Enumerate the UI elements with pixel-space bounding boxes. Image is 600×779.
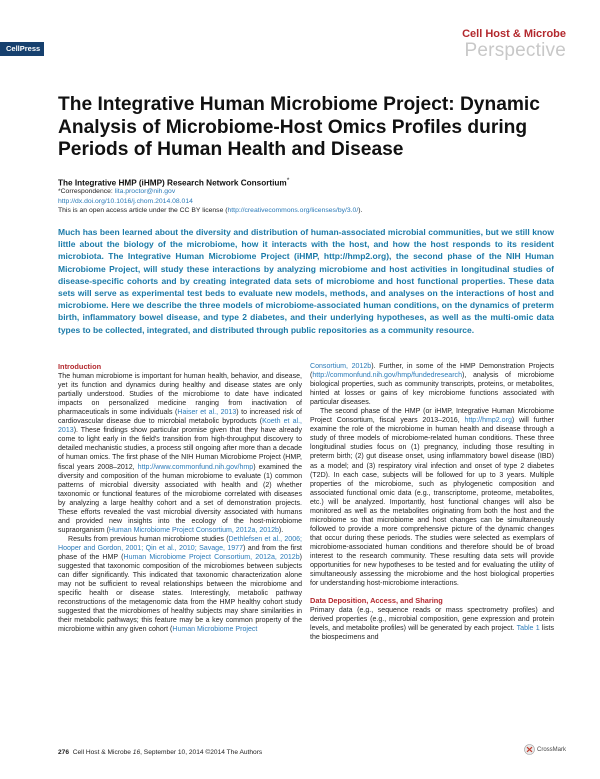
text-run: Primary data (e.g., sequence reads or mass spectrometry profiles) and derived properties (e.g., microbial composition, gene expression and protein levels, and metabolite profiles) will be generated by each project. — [310, 607, 554, 633]
page-number: 276 — [58, 749, 70, 756]
citation-link[interactable]: Koeth et al., 2013 — [58, 418, 303, 435]
footer-journal: Cell Host & Microbe — [72, 749, 133, 756]
body-column-right — [310, 362, 554, 642]
crossmark-badge[interactable] — [524, 744, 566, 755]
citation-link[interactable]: Haiser et al., 2013 — [177, 409, 237, 417]
body-column-left — [58, 362, 302, 634]
text-run: The human microbiome is important for human health, behavior, and disease, yet its function and dynamics during healthy and disease states are only partially understood. Studies of the microbiome to date have indicated impacts on personalized medicine ranging from inactivation of pharmaceuticals in some individuals ( — [58, 373, 302, 417]
page-footer — [58, 749, 262, 756]
correspondence-label: *Correspondence: — [58, 188, 113, 195]
text-run: ). — [278, 526, 284, 534]
abstract-link[interactable]: http://hmp2.org — [323, 251, 387, 262]
text-run: ) will further examine the role of the microbiome in human health and disease through a study of three models of microbiome-related human conditions. These three longitudinal studies focus on (1) pregnancy, including those resulting in preterm birth; (2) gut disease onset, using inflammatory bowel disease (IBD) as a model; and (3) respiratory viral infection and onset of type 2 diabetes (T2D). In each case, subjects will be followed for up to 3 years. Multiple properties of the microbiome, such as phylogenetic composition and associated functional omic data (e.g., transcriptome, proteome, metabolites, etc.) will be analyzed. Importantly, host functional changes will also be monitored as well as the metabolites originating from both the host and the microbiome so that microbiome and host changes can be simultaneously followed to provide a more comprehensive picture of the dynamic changes that occur during these periods. The studies were selected as exemplars of microbiome-associated human conditions and therefore should be of broad interest to the research community. These resulting data sets will provide opportunities for new hypotheses to be tested and for evaluating the utility of simultaneously assessing the microbiome and the host biological properties for understanding host-microbiome interactions. — [310, 417, 554, 588]
article-metadata — [58, 187, 362, 216]
text-run: Results from previous human microbiome studies ( — [68, 535, 229, 543]
license-prefix: This is an open access article under the CC BY license ( — [58, 207, 228, 215]
data-paragraph-1 — [310, 606, 554, 642]
table-link[interactable]: Table 1 — [516, 625, 540, 633]
license-link[interactable]: http://creativecommons.org/licenses/by/3.0/ — [227, 207, 359, 215]
license-line — [58, 206, 362, 216]
correspondence-line — [58, 187, 362, 197]
text-run: lists the biospecimens and — [310, 625, 554, 642]
text-run: ) suggested that taxonomic composition of the microbiomes between subjects can differ significantly. This indicated that taxonomic characterization alone may not be sufficient to reveal relationships between the microbiome and specific health or disease states. Interestingly, metabolic pathway reconstructions of the metagenomic data from the HMP healthy cohort study suggested that the microbiomes of healthy subjects may share similarities in their metabolic pathways; this feature may be a key common property of the microbiome within any given cohort ( — [58, 553, 302, 634]
citation-link[interactable]: Human Microbiome Project Consortium, 2012a, 2012b — [108, 526, 279, 534]
text-run: ) to increased risk of cardiovascular disease due to microbial metabolic byproducts ( — [58, 409, 302, 426]
citation-link[interactable]: Human Microbiome Project — [172, 626, 258, 634]
text-run: ), analysis of microbiome biological properties, such as community transcripts, proteins, or metabolites, hinted at losses or gains of key microbiome functions associated with particular diseases. — [310, 372, 554, 407]
doi-line — [58, 197, 362, 207]
citation-link[interactable]: Dethlefsen et al., 2006; Hooper and Gordon, 2001; Qin et al., 2010; Savage, 1977 — [58, 535, 302, 552]
citation-link[interactable]: Consortium, 2012b — [310, 363, 372, 370]
text-run: ). Further, in some of the HMP Demonstration Projects ( — [310, 363, 555, 380]
article-type: Perspective — [464, 40, 566, 61]
funded-research-link[interactable]: http://commonfund.nih.gov/hmp/fundedresearch — [312, 372, 462, 380]
article-title: The Integrative Human Microbiome Project: Dynamic Analysis of Microbiome-Host Omics Profiles during Periods of Human Health and Disease — [58, 94, 540, 160]
data-deposition-heading: Data Deposition, Access, and Sharing — [310, 596, 443, 606]
license-suffix: ). — [358, 207, 363, 215]
introduction-heading: Introduction — [58, 362, 102, 371]
footer-date: , September 10, 2014 ©2014 The Authors — [140, 749, 263, 756]
intro-paragraph-3 — [310, 407, 554, 588]
intro-paragraph-2-continued — [310, 362, 554, 407]
crossmark-icon — [524, 744, 535, 755]
abstract — [58, 226, 554, 336]
text-run: ). These findings show particular promise given that they have already come to light early in the field’s transition from high-throughput discovery to detailed mechanistic studies, a process still ongoing after more than a decade of human omics. The first phase of the NIH Human Microbiome Project (HMP, fiscal years 2008–2012, — [58, 427, 302, 471]
text-run: ) examined the diversity and composition of the human microbiome to evaluate (1) common patterns of microbial diversity associated with health and (2) whether taxonomic or functional features of the microbiome correlated with diseases by analyzing a large healthy cohort and a set of demonstration projects. These efforts revealed the vast microbial diversity associated with humans and provided new insights into the ecology of the host-microbiome supraorganism ( — [58, 463, 303, 534]
abstract-part1: Much has been learned about the diversity and distribution of human-associated microbial communities, but we still know little about the biology of the microbiome, how it interacts with the host, and how the host responds to its resident microbiota. The Integrative Human Microbiome Project (iHMP, — [58, 227, 554, 262]
journal-name: Cell Host & Microbe — [462, 28, 566, 40]
hmp2-link[interactable]: http://hmp2.org — [464, 417, 512, 425]
crossmark-label: CrossMark — [536, 746, 566, 753]
text-run: The second phase of the HMP (or iHMP, Integrative Human Microbiome Project Consortium, fiscal years 2013–2016, — [310, 408, 554, 425]
text-run: ) and from the first phase of the HMP ( — [58, 544, 302, 561]
intro-paragraph-1 — [58, 372, 302, 535]
cellpress-badge: CellPress — [0, 42, 44, 56]
hmp-url-link[interactable]: http://www.commonfund.nih.gov/hmp — [137, 463, 254, 471]
doi-link[interactable]: http://dx.doi.org/10.1016/j.chom.2014.08.014 — [58, 197, 193, 205]
author-mark: * — [286, 177, 290, 184]
intro-paragraph-2 — [58, 535, 302, 635]
correspondence-email-link[interactable]: lita.proctor@nih.gov — [114, 188, 176, 195]
footer-volume: 16 — [132, 749, 141, 756]
abstract-part2: ), the second phase of the NIH Human Microbiome Project, will study these interactions by analyzing microbiome and host activities in longitudinal studies of disease-specific cohorts and by creating integrated data sets of microbiome and host functional properties. These data sets will serve as experimental test beds to evaluate new models, methods, and analyses on the interactions of host and microbiome. Here we describe the three models of microbiome-associated human conditions, on the dynamics of preterm birth, inflammatory bowel disease, and type 2 diabetes, and their underlying hypotheses, as well as the multi-omic data types to be collected, integrated, and distributed through public repositories as a community resource. — [58, 251, 554, 335]
author-names: The Integrative HMP (iHMP) Research Network Consortium — [58, 178, 287, 188]
citation-link[interactable]: Human Microbiome Project Consortium, 2012a, 2012b — [123, 553, 300, 561]
